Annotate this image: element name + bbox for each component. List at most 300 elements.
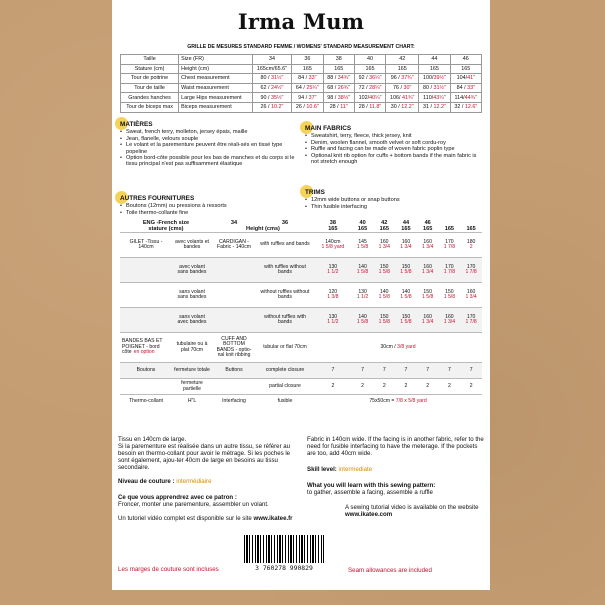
- fabric-cm: 145: [358, 238, 367, 245]
- fabric-cm: 150: [445, 288, 454, 295]
- fabric-amount: [352, 233, 374, 258]
- fabric-amount: [352, 258, 374, 283]
- measure-value: [450, 93, 481, 103]
- fabric-cm: 160: [466, 288, 476, 295]
- size-cell: 40: [359, 220, 366, 226]
- buttons-count: 2: [352, 379, 374, 395]
- garment-label-en: [212, 308, 256, 333]
- fabric-cm: 160: [380, 238, 389, 245]
- bands-label-en: CUFF AND BOTTOM BANDS - optio-nal knit ribbing: [212, 333, 256, 363]
- fabric-yard: 1 5/8 yard: [321, 244, 345, 251]
- fabric-amount: [417, 258, 439, 283]
- list-item: • Ruffle and facing can be made of woven fabric poplin type: [305, 146, 483, 152]
- fabric-amount: [439, 283, 461, 308]
- measure-inch: 35½": [271, 94, 284, 101]
- stature-label-fr: stature (cms): [148, 225, 184, 232]
- list-item: • 12mm wide buttons or snap buttons: [305, 197, 483, 203]
- fabric-cm: 150: [380, 263, 389, 270]
- measure-cm: 72 /: [358, 85, 370, 92]
- height-cell: 165: [328, 225, 338, 232]
- measure-label-fr: Stature (cm): [121, 64, 179, 74]
- closure-fr: fermeture totale: [172, 363, 212, 379]
- buttons-label-fr: Boutons: [120, 363, 172, 379]
- measure-cm: 31 /: [422, 104, 434, 111]
- fabric-yard: 2: [469, 244, 473, 251]
- fabric-yard: 1 7/8: [443, 269, 456, 276]
- measure-inch: 31½": [433, 85, 446, 92]
- fabric-yard: 1 5/8: [400, 319, 412, 326]
- measure-header-cell: 42: [386, 55, 419, 65]
- measure-row: [121, 64, 482, 74]
- list-item: • Boutons (12mm) ou pressions à ressorts: [120, 203, 298, 209]
- trims-en: [305, 190, 483, 210]
- measure-cm: 114/: [454, 94, 465, 101]
- measure-value: [323, 102, 354, 112]
- fabric-amount: [314, 308, 352, 333]
- bands-fr-text: BANDES BAS ET POIGNET - bord côte: [122, 338, 163, 356]
- fabric-amount: [395, 258, 417, 283]
- fabric-table-row: [120, 363, 482, 379]
- measure-header-row: [121, 55, 482, 65]
- measure-header-cell: 34: [252, 55, 291, 65]
- fabric-yard: 1 3/4: [422, 269, 434, 276]
- garment-label-fr: [120, 283, 172, 308]
- measure-inch: 34¾": [337, 75, 351, 82]
- fabric-yard: 1 5/8: [378, 319, 390, 326]
- height-cell: 165: [423, 225, 433, 232]
- fabric-amount: [417, 233, 439, 258]
- fabric-cm: 130: [328, 263, 338, 270]
- fabric-table-row: [120, 395, 482, 408]
- measure-value: [323, 64, 354, 74]
- bands-cm: 30cm /: [380, 343, 398, 350]
- fabric-amount: [417, 308, 439, 333]
- fabric-cm: 140cm: [325, 238, 341, 245]
- measure-inch: 38½": [337, 94, 351, 101]
- fabric-amount: [460, 308, 482, 333]
- fabric-cm: 170: [466, 263, 476, 270]
- list-item: • Sweat, french terry, molleton, jersey épais, maille: [120, 129, 298, 135]
- measure-value: [252, 64, 291, 74]
- buttons-label-fr: [120, 379, 172, 395]
- measure-row: [121, 83, 482, 93]
- measure-value: [386, 74, 419, 84]
- fabric-cm: 140: [358, 263, 367, 270]
- measure-cm: 62 /: [260, 85, 272, 92]
- height-cell: 165: [401, 225, 411, 232]
- height-cell: 165: [466, 225, 476, 232]
- measure-value: [252, 93, 291, 103]
- measure-label-fr: Tour de biceps max: [121, 102, 179, 112]
- list-item: • Jean, flanelle, velours souple: [120, 136, 298, 142]
- measure-cm: 104/: [456, 75, 468, 82]
- measure-inch: 43¼": [433, 94, 446, 101]
- bands-type-en: tubular or flat 70cm: [256, 333, 314, 363]
- fabric-amount: [352, 308, 374, 333]
- measure-inch: 11.8": [369, 104, 382, 111]
- measure-value: [386, 64, 419, 74]
- measure-value: [252, 102, 291, 112]
- measure-label-en: Large Hips measurement: [179, 93, 253, 103]
- measure-value: [323, 83, 354, 93]
- measure-cm: 26 /: [295, 104, 307, 111]
- measure-inch: 10.2": [271, 104, 284, 111]
- fabric-amount: [373, 283, 395, 308]
- measure-row: [121, 93, 482, 103]
- measure-inch: 12.2": [433, 104, 446, 111]
- garment-label-en: CARDIGAN -Fabric - 140cm: [212, 233, 256, 258]
- buttons-count: 7: [314, 363, 352, 379]
- variant-fr: avec volants et bandes: [172, 233, 212, 258]
- fabric-yard: 1 5/8: [356, 244, 369, 251]
- measure-value: [252, 74, 291, 84]
- materials-fr: [120, 122, 298, 168]
- measure-value: [386, 102, 419, 112]
- height-label-en: Height (cms): [246, 225, 280, 232]
- measure-cm: 94 /: [298, 94, 309, 101]
- bands-value: [314, 333, 482, 363]
- skill-level-fr: Niveau de couture : intermédiaire: [118, 478, 212, 485]
- measure-value: [419, 102, 450, 112]
- measure-inch: 33": [308, 75, 317, 82]
- interfacing-dim-fr: H"L: [172, 395, 212, 408]
- fabric-yard: 1 3/8: [327, 294, 339, 301]
- seam-allowance-fr: Les marges de couture sont incluses: [118, 566, 219, 573]
- measure-inch: 40¼": [369, 94, 382, 101]
- measure-inch: 41": [467, 75, 475, 82]
- height-cell: 165: [357, 225, 368, 232]
- closure-en: complete closure: [256, 363, 314, 379]
- measure-cm: 165: [334, 65, 344, 72]
- barcode-bars: [244, 535, 324, 563]
- video-en: A sewing tutorial video is available on the website www.ikatee.com: [345, 504, 479, 518]
- buttons-count: 7: [373, 363, 395, 379]
- list-item: • Optional knit rib option for cuffs + bottom bands if the main fabric is not stretch enough: [305, 153, 483, 166]
- buttons-count: 7: [460, 363, 482, 379]
- measure-cm: 80 /: [260, 75, 272, 82]
- interfacing-yard: 7/8 x 5/8 yard: [395, 397, 427, 404]
- variant-fr: avec volant sans bandes: [172, 258, 212, 283]
- measure-cm: 165: [429, 65, 439, 72]
- interfacing-label-en: Interfacing: [212, 395, 256, 408]
- bands-fr-option: en option: [133, 349, 155, 356]
- size-cell: 44: [402, 220, 410, 226]
- fabric-cm: 170: [445, 263, 454, 270]
- buttons-count: 2: [460, 379, 482, 395]
- list-item: • Option bord-côte possible pour les bas de manches et du corps si le tissu principal n'est pas suffisamment élastique: [120, 155, 298, 168]
- measure-value: [354, 93, 385, 103]
- measure-value: [450, 74, 481, 84]
- fabric-amount: [439, 258, 461, 283]
- fabric-yard: 1 3/4: [422, 244, 434, 251]
- height-cell: 165: [379, 225, 389, 232]
- measure-inch: 24½": [271, 85, 284, 92]
- supplies-fr-heading: AUTRES FOURNITURES: [120, 196, 194, 202]
- measure-cm: 98 /: [327, 94, 338, 101]
- measure-value: [292, 83, 323, 93]
- fabric-amount: [439, 233, 461, 258]
- fabric-table-row: [120, 379, 482, 395]
- garment-label-en: [212, 283, 256, 308]
- fabric-yard: 1 5/8: [356, 269, 369, 276]
- measure-inch: 25¼": [306, 85, 319, 92]
- measure-value: [292, 74, 323, 84]
- fabric-amount: [395, 283, 417, 308]
- measure-value: [354, 64, 385, 74]
- buttons-label-en: Buttons: [212, 363, 256, 379]
- fabric-yard: 1 1/2: [356, 294, 369, 301]
- measure-label-fr: Tour de taille: [121, 83, 179, 93]
- measure-label-fr: Grandes hanches: [121, 93, 179, 103]
- fabric-yard: 1 7/8: [465, 269, 477, 276]
- fabric-amount: [439, 308, 461, 333]
- learn-fr: Ce que vous apprendrez avec ce patron : Froncer, monter une parementure, assembler un volant.: [118, 494, 269, 508]
- barcode-number: 3 760278 990829: [255, 564, 313, 572]
- fabric-note-en: Fabric in 140cm wide. If the facing is in another fabric, refer to the need for fusible interfacing to have the meterage. If the pockets are too, add 40cm wide.: [307, 436, 484, 457]
- garment-label-fr: [120, 308, 172, 333]
- fabric-table-row: [120, 233, 482, 258]
- notes-en: [307, 436, 485, 518]
- height-cell: 165: [444, 225, 455, 232]
- fabric-yard: 1 5/8: [356, 319, 369, 326]
- measure-value: [419, 83, 450, 93]
- fabric-yard: 1 5/8: [378, 294, 390, 301]
- measure-value: [292, 93, 323, 103]
- measure-cm: 165: [397, 65, 407, 72]
- measure-inch: 30": [403, 85, 412, 92]
- fabric-table-row: [120, 283, 482, 308]
- measure-cm: 84 /: [456, 85, 468, 92]
- interfacing-cm: 75x50cm =: [369, 397, 396, 404]
- bands-label-fr: [120, 333, 172, 363]
- measure-value: [354, 102, 385, 112]
- garment-label-fr: GILET -Tissu - 140cm: [120, 233, 172, 258]
- measure-label-en: Biceps measurement: [179, 102, 253, 112]
- measure-inch: 28¼": [369, 85, 382, 92]
- fabric-cm: 140: [401, 288, 411, 295]
- variant-en: with ruffles and bands: [256, 233, 314, 258]
- fabric-cm: 160: [423, 238, 432, 245]
- fabric-cm: 160: [423, 263, 432, 270]
- measure-cm: 32 /: [454, 104, 465, 111]
- measure-cm: 165: [461, 65, 471, 72]
- site-link-fr[interactable]: www.ikatee.fr: [253, 515, 293, 522]
- measure-cm: 110/: [423, 94, 434, 101]
- fabric-cm: 170: [445, 238, 454, 245]
- size-cell: 36: [281, 220, 289, 226]
- measure-value: [450, 102, 481, 112]
- measure-inch: 41¾": [402, 94, 415, 101]
- pattern-title: Irma Mum: [237, 9, 365, 34]
- measure-label-fr: Tour de poitrine: [121, 74, 179, 84]
- video-fr: Un tutoriel vidéo complet est disponible sur le site www.ikatee.fr: [118, 515, 293, 522]
- fabric-cm: 130: [328, 313, 338, 320]
- measure-value: [386, 93, 419, 103]
- interfacing-type-en: fusible: [256, 395, 314, 408]
- bands-yard: 3/8 yard: [397, 343, 416, 350]
- measure-value: [252, 83, 291, 93]
- measure-cm: 90 /: [260, 94, 272, 101]
- measure-inch: 10.6": [306, 104, 319, 111]
- buttons-count: 7: [395, 363, 417, 379]
- supplies-fr: [120, 196, 298, 216]
- measure-cm: 26 /: [260, 104, 272, 111]
- fabric-cm: 160: [401, 238, 411, 245]
- fabric-yard: 1 7/8: [465, 319, 477, 326]
- fabric-cm: 140: [380, 288, 389, 295]
- fabric-amount: [314, 258, 352, 283]
- fabrics-en: [305, 126, 483, 165]
- measure-inch: 26¾": [337, 85, 351, 92]
- measure-header-cell: Taille: [121, 55, 179, 65]
- fabric-yard: 1 3/4: [400, 244, 412, 251]
- measure-cm: 100/: [422, 75, 434, 82]
- buttons-count: 7: [439, 363, 461, 379]
- fabric-cm: 160: [445, 313, 454, 320]
- fabric-cm: 150: [401, 263, 411, 270]
- trims-en-heading: TRIMS: [305, 190, 325, 196]
- measure-inch: 44¾": [464, 94, 478, 101]
- fabric-yard: 1 7/8: [443, 244, 456, 251]
- measure-value: [354, 83, 385, 93]
- buttons-count: 7: [417, 363, 439, 379]
- materials-fr-heading: MATIÈRES: [120, 122, 153, 128]
- measure-inch: 31½": [271, 75, 284, 82]
- measure-inch: 11": [340, 104, 348, 111]
- fabric-yard: 1 5/8: [422, 294, 434, 301]
- fabric-yard: 1 3/4: [422, 319, 434, 326]
- notes-fr: [118, 436, 298, 522]
- fabric-amount: [395, 233, 417, 258]
- buttons-count: 7: [352, 363, 374, 379]
- barcode: [238, 533, 330, 573]
- measure-inch: 39½": [433, 75, 446, 82]
- measure-label-en: Waist measurement: [179, 83, 253, 93]
- fabric-amount: [314, 283, 352, 308]
- measure-cm: 96 /: [390, 75, 402, 82]
- list-item: • Toile thermo-collante fine: [120, 210, 298, 216]
- measure-value: [292, 64, 323, 74]
- measure-value: [419, 74, 450, 84]
- fabric-amount: [373, 308, 395, 333]
- measure-inch: 33": [467, 85, 475, 92]
- fabric-amount: [373, 258, 395, 283]
- measure-value: [323, 93, 354, 103]
- fabric-amount: [460, 283, 482, 308]
- measure-cm: 165cm/65.6": [256, 65, 288, 72]
- site-link-en[interactable]: www.ikatee.com: [345, 511, 393, 518]
- measure-cm: 106/: [390, 94, 403, 101]
- fabric-table-row: [120, 333, 482, 363]
- size-cell: 34: [230, 220, 238, 226]
- fabric-cm: 140: [358, 313, 367, 320]
- list-item: • Denim, woolen flannel, smooth velvet or soft cordu-roy: [305, 140, 483, 146]
- measure-label-en: Height (cm): [179, 64, 253, 74]
- fabric-amount: [395, 308, 417, 333]
- measure-label-en: Chest measurement: [179, 74, 253, 84]
- measure-inch: 36¼": [369, 75, 382, 82]
- variant-fr: sans volant avec bandes: [172, 308, 212, 333]
- fabric-table-row: [120, 258, 482, 283]
- bands-type-fr: tubulaire ou à plat 70cm: [172, 333, 212, 363]
- variant-en: without ruffles without bands: [256, 283, 314, 308]
- fabric-cm: 150: [380, 313, 389, 320]
- list-item: • Sweatshirt, terry, fleece, thick jersey, knit: [305, 133, 483, 139]
- measure-cm: 165: [365, 65, 375, 72]
- measure-cm: 102/: [358, 94, 370, 101]
- fabric-amount: [314, 233, 352, 258]
- learn-en: What you will learn with this sewing pattern: to gather, assemble a facing, assemble a ruffle: [307, 482, 436, 496]
- measure-row: [121, 102, 482, 112]
- fabric-amount: [352, 283, 374, 308]
- measure-value: [450, 83, 481, 93]
- measure-cm: 92 /: [358, 75, 370, 82]
- measure-header-cell: 36: [292, 55, 323, 65]
- size-label-en: ENG -French size: [142, 220, 190, 226]
- measure-value: [419, 64, 450, 74]
- measure-cm: 64 /: [295, 85, 307, 92]
- buttons-label-en: [212, 379, 256, 395]
- fabric-yard: 1 3/4: [465, 294, 477, 301]
- fabric-amount: [460, 233, 482, 258]
- fabric-yard: 1 5/8: [443, 294, 456, 301]
- measure-row: [121, 74, 482, 84]
- fabric-cm: 160: [423, 313, 432, 320]
- fabric-note-fr: Tissu en 140cm de large. Si la parementure est réalisée dans un autre tissu, se référer au besoin en thermo-collant pour avoir le métrage. Si les poches le sont également, ajou-ter 40cm de large en besoins au tissu secondaire.: [118, 436, 291, 471]
- fabric-requirements-table: [120, 221, 482, 408]
- fabrics-en-heading: MAIN FABRICS: [305, 126, 351, 132]
- fabric-yard: 1 5/8: [378, 269, 390, 276]
- seam-allowance-en: Seam allowances are included: [348, 567, 432, 574]
- measure-inch: 12.2": [401, 104, 414, 111]
- measure-inch: 12.6": [464, 104, 478, 111]
- measurement-table: [120, 54, 482, 113]
- measure-value: [419, 93, 450, 103]
- fabric-amount: [460, 258, 482, 283]
- skill-level-en: Skill level: intermediate: [307, 466, 373, 473]
- fabric-yard: 1 5/8: [400, 294, 412, 301]
- measure-header-cell: 44: [419, 55, 450, 65]
- measure-inch: 37¾": [401, 75, 414, 82]
- measure-cm: 84 /: [298, 75, 309, 82]
- closure-fr: fermeture partielle: [172, 379, 212, 395]
- buttons-count: 2: [314, 379, 352, 395]
- measure-value: [386, 83, 419, 93]
- size-cell: 46: [424, 220, 431, 226]
- garment-label-fr: [120, 258, 172, 283]
- fabric-yard: 1 3/4: [378, 244, 390, 251]
- measure-cm: 165: [302, 65, 312, 72]
- variant-fr: sans volant sans bandes: [172, 283, 212, 308]
- variant-en: without ruffles with bands: [256, 308, 314, 333]
- measure-cm: 28 /: [329, 104, 341, 111]
- buttons-count: 2: [439, 379, 461, 395]
- garment-label-en: [212, 258, 256, 283]
- fabric-amount: [373, 233, 395, 258]
- measure-cm: 28 /: [358, 104, 370, 111]
- interfacing-label-fr: Thermo-collant: [120, 395, 172, 408]
- fabric-cm: 130: [358, 288, 367, 295]
- measure-cm: 30 /: [390, 104, 402, 111]
- fabric-cm: 170: [466, 313, 476, 320]
- size-cell: 42: [381, 220, 388, 226]
- fabric-cm: 150: [423, 288, 432, 295]
- fabric-yard: 1 1/2: [327, 269, 339, 276]
- buttons-count: 2: [395, 379, 417, 395]
- list-item: • Le volant et la parementure peuvent être réali-sés en tissé type popeline: [120, 142, 298, 155]
- interfacing-value: [314, 395, 482, 408]
- measure-value: [450, 64, 481, 74]
